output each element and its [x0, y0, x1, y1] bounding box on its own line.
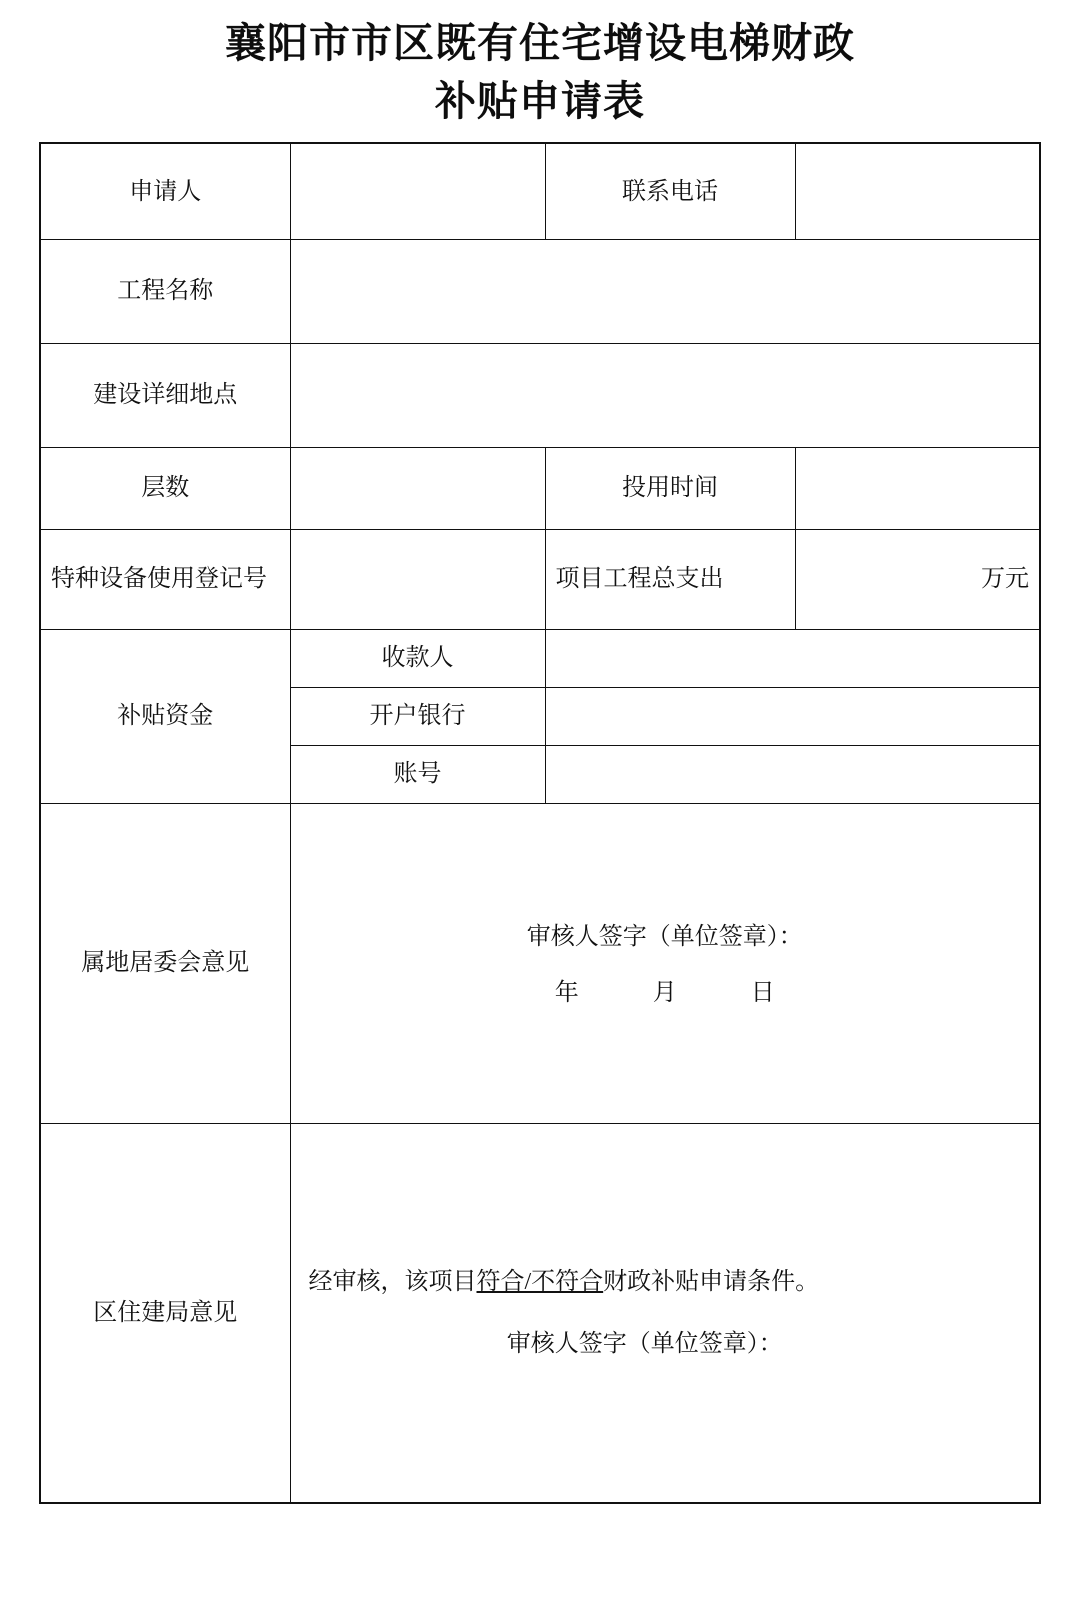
community-date-month: 月: [652, 980, 677, 1007]
table-row-community-opinion: [40, 803, 1040, 1123]
table-row-registration: [40, 529, 1040, 629]
bureau-statement-suffix: 财政补贴申请条件。: [603, 1269, 820, 1296]
bureau-review-statement: [301, 1264, 1030, 1300]
document-page: [0, 14, 1080, 1609]
inservice-date-value-field[interactable]: [795, 447, 1040, 529]
phone-label: 联系电话: [545, 143, 795, 239]
page-title-line-1: 襄阳市市区既有住宅增设电梯财政: [225, 20, 855, 66]
bureau-signature-line: 审核人签字（单位签章）：: [506, 1331, 783, 1358]
inservice-date-label: 投用时间: [545, 447, 795, 529]
registration-number-value-field[interactable]: [290, 529, 545, 629]
subsidy-application-table: [39, 142, 1041, 1504]
table-row-bureau-opinion: [40, 1123, 1040, 1503]
account-label: 账号: [290, 745, 545, 803]
registration-number-label: 特种设备使用登记号: [40, 529, 290, 629]
bank-value-field[interactable]: [545, 687, 1040, 745]
table-row-project-name: [40, 239, 1040, 343]
community-opinion-body[interactable]: [290, 803, 1040, 1123]
payee-label: 收款人: [290, 629, 545, 687]
bureau-statement-prefix: 经审核，该项目: [308, 1269, 477, 1296]
table-row-floors: [40, 447, 1040, 529]
community-signature-line: 审核人签字（单位签章）：: [526, 924, 803, 951]
applicant-value-field[interactable]: [290, 143, 545, 239]
page-title-line-2: 补贴申请表: [435, 78, 645, 125]
table-row-applicant: [40, 143, 1040, 239]
payee-value-field[interactable]: [545, 629, 1040, 687]
community-opinion-label: 属地居委会意见: [40, 803, 290, 1123]
community-date-year: 年: [554, 980, 579, 1007]
table-row-payee: [40, 629, 1040, 687]
floors-label: 层数: [40, 447, 290, 529]
total-cost-label: 项目工程总支出: [545, 529, 795, 629]
bureau-opinion-label: 区住建局意见: [40, 1123, 290, 1503]
community-date-line: [301, 975, 1030, 1011]
project-name-value-field[interactable]: [290, 239, 1040, 343]
subsidy-funds-label: 补贴资金: [40, 629, 290, 803]
project-name-label: 工程名称: [40, 239, 290, 343]
community-date-day: 日: [750, 980, 775, 1007]
address-value-field[interactable]: [290, 343, 1040, 447]
bureau-statement-choice: 符合/不符合: [476, 1269, 604, 1296]
total-cost-unit: 万元: [795, 529, 1040, 629]
page-title: [80, 14, 1000, 130]
account-value-field[interactable]: [545, 745, 1040, 803]
address-label: 建设详细地点: [40, 343, 290, 447]
phone-value-field[interactable]: [795, 143, 1040, 239]
bureau-opinion-body[interactable]: [290, 1123, 1040, 1503]
table-row-address: [40, 343, 1040, 447]
bank-label: 开户银行: [290, 687, 545, 745]
floors-value-field[interactable]: [290, 447, 545, 529]
applicant-label: 申请人: [40, 143, 290, 239]
